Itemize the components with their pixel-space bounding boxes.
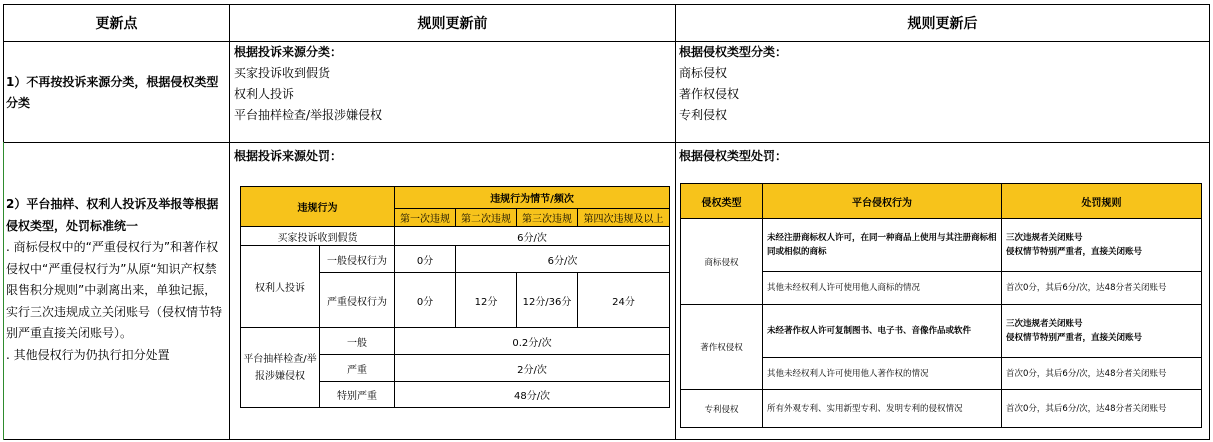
row1-before-item: 平台抽样检查/举报涉嫌侵权 bbox=[234, 108, 383, 122]
row2-update-point bbox=[6, 194, 227, 366]
patent-label: 专利侵权 bbox=[681, 390, 763, 428]
header-before: 规则更新前 bbox=[417, 16, 488, 32]
copyright-rule: 首次0分，其后6分/次，达48分者关闭账号 bbox=[1002, 358, 1202, 390]
owner-general-label: 一般侵权行为 bbox=[320, 246, 395, 273]
owner-serious-value: 24分 bbox=[578, 273, 670, 328]
row1-after bbox=[679, 42, 1199, 126]
row2-point-title: 2）平台抽样、权利人投诉及举报等根据侵权类型，处罚标准统一 bbox=[6, 197, 219, 233]
copyright-behavior: 未经著作权人许可复制图书、电子书、音像作品或软件 bbox=[763, 305, 1002, 358]
copyright-rule bbox=[1002, 305, 1202, 358]
platform-value: 0.2分/次 bbox=[395, 328, 670, 355]
before-header-time: 第二次违规 bbox=[456, 209, 517, 227]
row1-after-item: 专利侵权 bbox=[679, 108, 728, 122]
header-update-point: 更新点 bbox=[95, 16, 138, 32]
platform-check-label: 平台抽样检查/举报涉嫌侵权 bbox=[241, 328, 320, 408]
owner-complaint-label: 权利人投诉 bbox=[241, 246, 320, 328]
row2-point-body: . 商标侵权中的“严重侵权行为”和著作权侵权中“严重侵权行为”从原“知识产权禁限售积分规则”中剥离出来，单独记振，实行三次违规成立关闭账号（侵权情节特别严重直接关闭账号）。 bbox=[6, 240, 223, 340]
grid-line-left-marker bbox=[3, 142, 4, 440]
patent-behavior: 所有外观专利、实用新型专利、发明专利的侵权情况 bbox=[763, 390, 1002, 428]
owner-serious-value: 0分 bbox=[395, 273, 456, 328]
row2-point-body2: . 其他侵权行为仍执行扣分处置 bbox=[6, 347, 170, 362]
before-penalty-table bbox=[240, 186, 670, 408]
row2-after-title: 根据侵权类型处罚： bbox=[679, 149, 788, 163]
owner-serious-value: 12分 bbox=[456, 273, 517, 328]
grid-line-col2 bbox=[675, 4, 676, 440]
buyer-complaint-value: 6分/次 bbox=[395, 227, 670, 246]
owner-general-rest: 6分/次 bbox=[456, 246, 670, 273]
trademark-rule-line: 侵权情节特别严重者，直接关闭账号 bbox=[1006, 247, 1143, 257]
trademark-behavior: 其他未经权利人许可使用他人商标的情况 bbox=[763, 272, 1002, 305]
after-penalty-table bbox=[680, 183, 1202, 428]
row1-before-item: 买家投诉收到假货 bbox=[234, 66, 331, 80]
copyright-rule-line: 三次违规者关闭账号 bbox=[1006, 319, 1083, 329]
platform-value: 48分/次 bbox=[395, 382, 670, 408]
patent-rule: 首次0分，其后6分/次，达48分者关闭账号 bbox=[1002, 390, 1202, 428]
row1-after-item: 著作权侵权 bbox=[679, 87, 740, 101]
trademark-rule: 首次0分，其后6分/次，达48分者关闭账号 bbox=[1002, 272, 1202, 305]
trademark-behavior: 未经注册商标权人许可，在同一种商品上使用与其注册商标相同或相似的商标 bbox=[763, 219, 1002, 272]
grid-line-row1-bottom bbox=[3, 142, 1210, 143]
platform-level: 特别严重 bbox=[320, 382, 395, 408]
row1-before-title: 根据投诉来源分类： bbox=[234, 45, 343, 59]
after-header-behavior: 平台侵权行为 bbox=[763, 184, 1002, 219]
before-header-time: 第四次违规及以上 bbox=[578, 209, 670, 227]
buyer-complaint-label: 买家投诉收到假货 bbox=[241, 227, 395, 246]
platform-value: 2分/次 bbox=[395, 355, 670, 382]
row1-after-item: 商标侵权 bbox=[679, 66, 728, 80]
grid-line-right bbox=[1209, 4, 1210, 440]
owner-serious-label: 严重侵权行为 bbox=[320, 273, 395, 328]
copyright-label: 著作权侵权 bbox=[681, 305, 763, 390]
before-header-detail: 违规行为情节/频次 bbox=[395, 187, 670, 209]
before-header-time: 第一次违规 bbox=[395, 209, 456, 227]
row1-update-point: 1）不再按投诉来源分类，根据侵权类型分类 bbox=[6, 75, 219, 110]
trademark-label: 商标侵权 bbox=[681, 219, 763, 305]
row1-before bbox=[234, 42, 674, 126]
grid-line-bottom bbox=[3, 439, 1210, 440]
row1-after-title: 根据侵权类型分类： bbox=[679, 45, 788, 59]
row1-before-item: 权利人投诉 bbox=[234, 87, 295, 101]
trademark-rule-line: 三次违规者关闭账号 bbox=[1006, 233, 1083, 243]
owner-general-first: 0分 bbox=[395, 246, 456, 273]
header-after: 规则更新后 bbox=[907, 16, 978, 32]
platform-level: 严重 bbox=[320, 355, 395, 382]
before-header-time: 第三次违规 bbox=[517, 209, 578, 227]
owner-serious-value: 12分/36分 bbox=[517, 273, 578, 328]
after-header-rule: 处罚规则 bbox=[1002, 184, 1202, 219]
before-header-behavior: 违规行为 bbox=[241, 187, 395, 227]
copyright-behavior: 其他未经权利人许可使用他人著作权的情况 bbox=[763, 358, 1002, 390]
copyright-rule-line: 侵权情节特别严重者，直接关闭账号 bbox=[1006, 333, 1143, 343]
row2-before-title: 根据投诉来源处罚： bbox=[234, 149, 343, 163]
trademark-rule bbox=[1002, 219, 1202, 272]
grid-line-col1 bbox=[229, 4, 230, 440]
platform-level: 一般 bbox=[320, 328, 395, 355]
after-header-type: 侵权类型 bbox=[681, 184, 763, 219]
